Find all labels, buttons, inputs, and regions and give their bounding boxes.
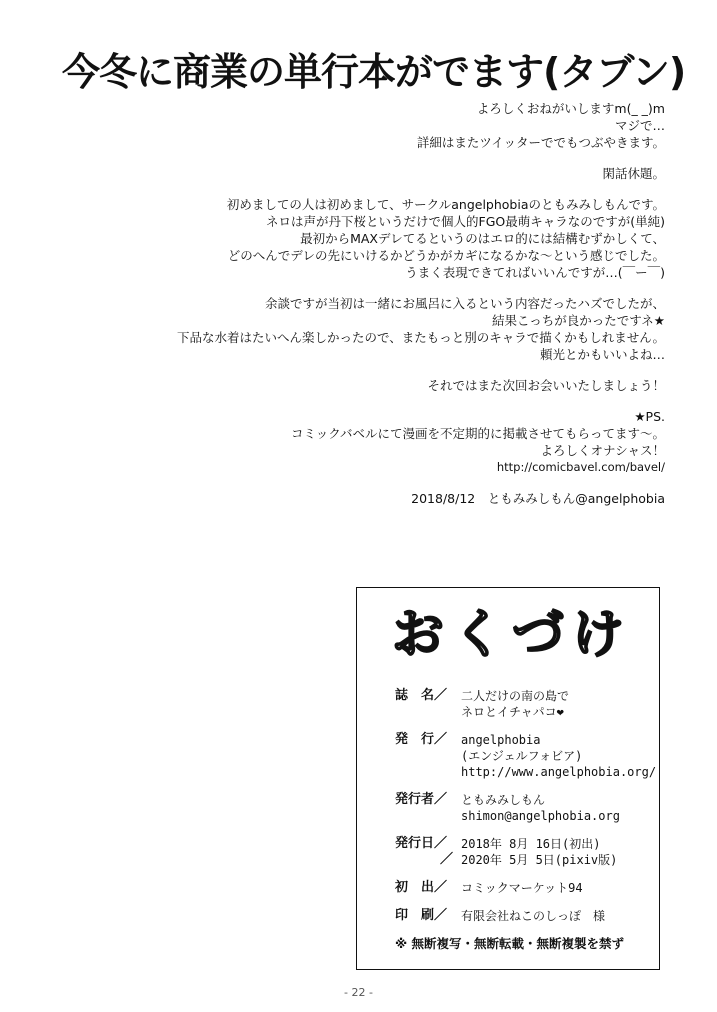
signature-line: 2018/8/12 ともみみしもん@angelphobia bbox=[411, 491, 665, 506]
book-title-line: ネロとイチャパコ❤ bbox=[461, 705, 564, 719]
copyright-notice: ※ 無断複写・無断転載・無断複製を禁ず bbox=[395, 936, 625, 951]
colophon-label: 発行日／ bbox=[395, 836, 448, 851]
colophon-label: 発行者／ bbox=[395, 792, 448, 807]
ps-url: http://comicbavel.com/bavel/ bbox=[496, 460, 665, 474]
note-line: どのへんでデレの先にいけるかどうかがカギになるかな〜という感じでした。 bbox=[227, 248, 665, 263]
issuer-email: shimon@angelphobia.org bbox=[461, 809, 620, 823]
note-line: 閑話休題。 bbox=[602, 166, 665, 181]
colophon-value bbox=[461, 688, 569, 720]
note-line: 最初からMAXデレてるというのはエロ的には結構むずかしくて、 bbox=[300, 231, 665, 246]
colophon-row-date bbox=[395, 836, 657, 868]
note-block-greeting bbox=[45, 100, 665, 151]
note-line: よろしくオナシャス！ bbox=[540, 443, 665, 458]
colophon-title: おくづけ bbox=[391, 605, 632, 665]
note-line: ★PS. bbox=[634, 409, 665, 424]
note-line: それではまた次回お会いいたしましょう！ bbox=[427, 378, 665, 393]
date-first: 2018年 8月 16日(初出) bbox=[461, 837, 601, 851]
note-line: 結果こっちが良かったですネ★ bbox=[492, 313, 665, 328]
colophon-value: コミックマーケット94 bbox=[461, 881, 583, 895]
publisher-line: angelphobia bbox=[461, 733, 541, 747]
colophon-rows bbox=[395, 688, 657, 952]
colophon-row-print bbox=[395, 908, 657, 924]
book-title-line: 二人だけの南の島で bbox=[461, 689, 570, 703]
note-line: 頼光とかもいいよね… bbox=[539, 347, 665, 362]
note-block-ps bbox=[45, 408, 665, 476]
colophon-label: 初 出／ bbox=[395, 880, 448, 895]
note-block-farewell bbox=[45, 377, 665, 394]
colophon-label: 発 行／ bbox=[395, 732, 448, 747]
page-number: - 22 - bbox=[344, 986, 373, 999]
note-block-digression bbox=[45, 295, 665, 363]
note-line: 余談ですが当初は一緒にお風呂に入るという内容だったハズでしたが、 bbox=[264, 296, 665, 311]
note-line: 詳細はまたツイッターででもつぶやきます。 bbox=[416, 135, 665, 150]
note-line: 初めましての人は初めまして、サークルangelphobiaのともみみしもんです。 bbox=[226, 197, 665, 212]
colophon-row-publisher bbox=[395, 732, 657, 780]
publisher-line: (エンジェルフォビア) bbox=[461, 749, 583, 763]
note-line: うまく表現できてればいいんですが…(￣ー￣) bbox=[405, 265, 665, 280]
note-block-aside bbox=[45, 165, 665, 182]
colophon-label: 印 刷／ bbox=[395, 908, 448, 923]
publisher-url: http://www.angelphobia.org/ bbox=[461, 765, 657, 779]
colophon-value bbox=[461, 732, 656, 780]
note-line: ネロは声が丹下桜というだけで個人的FGO最萌キャラなのですが(単純) bbox=[266, 214, 665, 229]
note-block-signature bbox=[45, 490, 665, 507]
note-line: 下品な水着はたいへん楽しかったので、またもっと別のキャラで描くかもしれません。 bbox=[176, 330, 665, 345]
note-line: よろしくおねがいしますm(_ _)m bbox=[476, 101, 665, 116]
issuer-name: ともみみしもん bbox=[461, 793, 546, 807]
note-line: マジで… bbox=[614, 118, 665, 133]
colophon-label: 誌 名／ bbox=[395, 688, 448, 703]
colophon-row-issuer bbox=[395, 792, 657, 824]
headline: 今冬に商業の単行本がでます(タブン) bbox=[62, 50, 686, 94]
note-block-intro bbox=[45, 196, 665, 281]
colophon-value: 有限会社ねこのしっぽ 様 bbox=[461, 909, 606, 923]
date-second-slash: ／ bbox=[439, 852, 453, 867]
colophon-value bbox=[461, 792, 620, 824]
colophon-row-debut bbox=[395, 880, 657, 896]
afterword bbox=[45, 100, 665, 521]
date-second: 2020年 5月 5日(pixiv版) bbox=[461, 853, 618, 867]
note-line: コミックバベルにて漫画を不定期的に掲載させてもらってます〜。 bbox=[290, 426, 665, 441]
colophon-box bbox=[356, 587, 660, 970]
colophon-row-title bbox=[395, 688, 657, 720]
date-second-row bbox=[395, 852, 657, 868]
